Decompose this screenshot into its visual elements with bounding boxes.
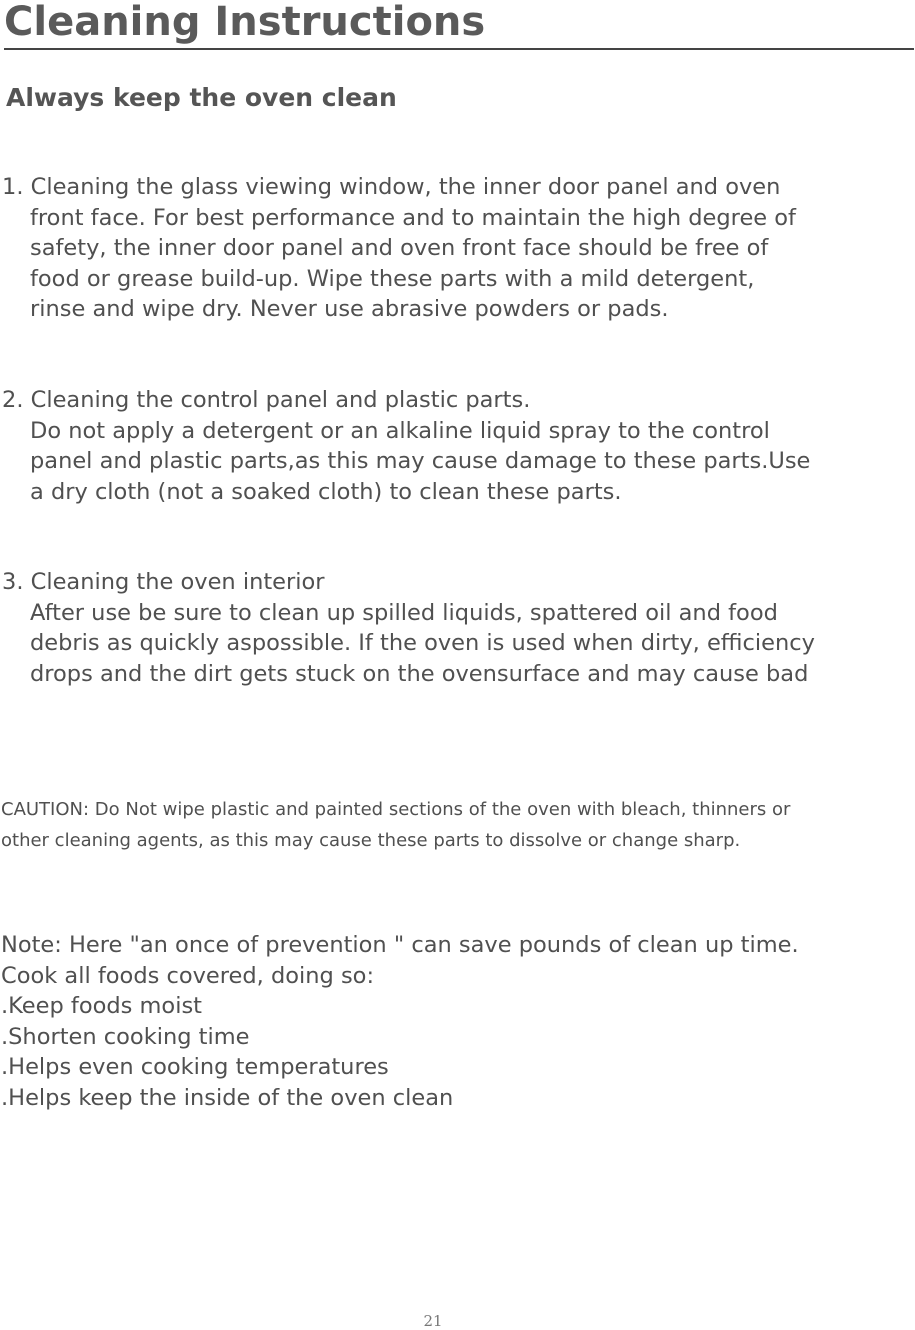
note-list-item: .Helps even cooking temperatures <box>1 1054 389 1080</box>
instruction-3-body: After use be sure to clean up spilled liquids, spattered oil and food debris as quickly aspossible. If the oven is used when dirty, efficiency drops and the dirt gets stuck on the ovensurface and may cause bad <box>30 599 815 687</box>
instruction-1-body: front face. For best performance and to maintain the high degree of safety, the inner door panel and oven front face should be free of food or grease build-up. Wipe these parts with a mild detergent, rinse and wipe dry. Never use abrasive powders or pads. <box>30 204 796 322</box>
page-number: 21 <box>423 1312 443 1330</box>
page-title: Cleaning Instructions <box>4 0 486 45</box>
caution-text: CAUTION: Do Not wipe plastic and painted sections of the oven with bleach, thinners or other cleaning agents, as this may cause these parts to dissolve or change sharp. <box>1 799 791 851</box>
instruction-3 <box>2 567 902 689</box>
instruction-2-heading: 2. Cleaning the control panel and plastic parts. <box>2 387 531 413</box>
title-divider <box>4 48 914 50</box>
note-list-item: .Helps keep the inside of the oven clean <box>1 1084 454 1111</box>
note-block <box>1 930 901 1113</box>
instruction-2 <box>2 385 902 507</box>
section-subtitle: Always keep the oven clean <box>6 83 397 112</box>
note-list-item: .Shorten cooking time <box>1 1023 250 1050</box>
instruction-1-heading: 1. Cleaning the glass viewing window, the inner door panel and oven <box>2 174 781 200</box>
note-line: Note: Here "an once of prevention " can save pounds of clean up time. <box>1 932 799 958</box>
note-line: Cook all foods covered, doing so: <box>1 962 375 989</box>
note-list-item: .Keep foods moist <box>1 993 202 1019</box>
instruction-3-heading: 3. Cleaning the oven interior <box>2 569 325 595</box>
instruction-2-body: Do not apply a detergent or an alkaline liquid spray to the control panel and plastic parts,as this may cause damage to these parts.Use a dry cloth (not a soaked cloth) to clean these parts. <box>30 417 811 505</box>
instruction-1 <box>2 172 902 325</box>
